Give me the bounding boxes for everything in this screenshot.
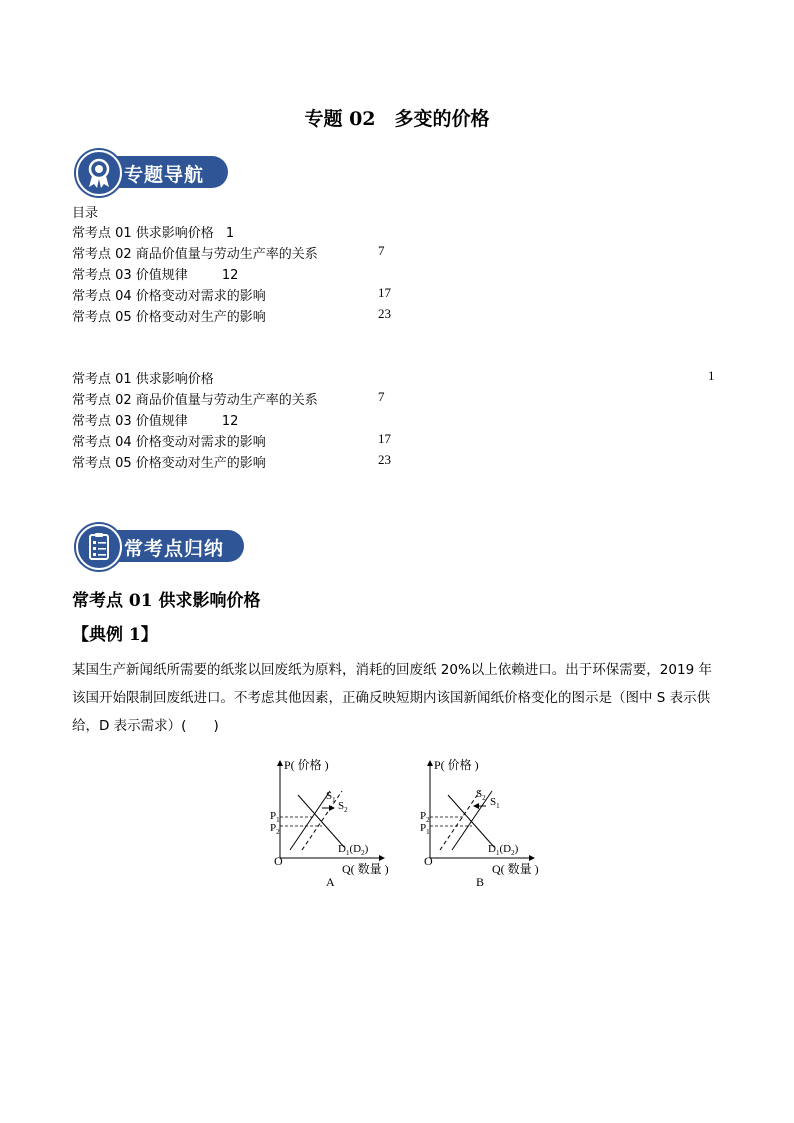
toc-entry-label: 常考点 03 价值规律 (72, 414, 188, 429)
checklist-icon (76, 524, 122, 570)
supply-curve-s1 (290, 791, 330, 850)
toc-entry-page: 17 (378, 285, 391, 300)
y-axis-label: P( 价格 ) (284, 758, 329, 772)
demand-curve (448, 795, 494, 847)
toc-entry[interactable] (72, 431, 391, 452)
toc-entry[interactable] (72, 368, 722, 389)
toc-heading: 目录 (72, 206, 99, 221)
demand-label: $D_1(D_2)$ (488, 843, 519, 857)
toc-entry-page: 7 (378, 243, 385, 258)
s2-label: $S_2$ (476, 788, 486, 802)
toc-entry-label: 常考点 01 供求影响价格 (72, 372, 214, 387)
topic-navigation-banner (76, 150, 228, 194)
banner-label: 常考点归纳 (124, 538, 225, 560)
toc-entry-page: 23 (378, 306, 391, 321)
p-top-label: $P_2$ (420, 810, 430, 824)
toc-entry-label: 常考点 04 价格变动对需求的影响 (72, 435, 266, 450)
supply-curve-s2 (302, 791, 342, 850)
toc-entry-label: 常考点 03 价值规律 (72, 268, 188, 283)
s1-label: $S_1$ (326, 790, 336, 804)
question-text: 某国生产新闻纸所需要的纸浆以回废纸为原料，消耗的回废纸 20%以上依赖进口。出于环保需要，2019 年该国开始限制回废纸进口。不考虑其他因素，正确反映短期内该国新闻纸价格变化的图示是（图中 S 表示供给，D 表示需求）( ) (72, 662, 712, 734)
supply-curve-s1 (452, 791, 492, 850)
toc-entry-page: 1 (225, 226, 235, 241)
toc-entry[interactable] (72, 285, 391, 306)
key-points-banner (76, 524, 246, 568)
p-bottom-label: $P_1$ (420, 822, 430, 836)
graph-a[interactable] (262, 755, 402, 890)
section-heading: 常考点 01 供求影响价格 (72, 591, 261, 611)
toc-entry-page: 12 (221, 268, 239, 283)
toc-entry-page: 1 (708, 368, 715, 383)
toc-entry[interactable] (72, 389, 385, 410)
example-heading: 【典例 1】 (72, 625, 158, 645)
toc-entry-label: 常考点 05 价格变动对生产的影响 (72, 456, 266, 471)
toc-entry-page: 23 (378, 452, 391, 467)
toc-entry[interactable] (72, 452, 391, 473)
x-axis-label: Q( 数量 ) (492, 862, 539, 876)
page-title: 专题 02 多变的价格 (304, 108, 490, 130)
toc-entry-label: 常考点 02 商品价值量与劳动生产率的关系 (72, 393, 318, 408)
toc-entry-page: 7 (378, 389, 385, 404)
demand-label: $D_1(D_2)$ (338, 843, 369, 857)
toc-entry-label: 常考点 05 价格变动对生产的影响 (72, 310, 266, 325)
s1-label: $S_1$ (490, 796, 500, 810)
toc-entry[interactable] (72, 410, 238, 431)
toc-entry[interactable] (72, 243, 385, 264)
graph-b[interactable] (412, 755, 552, 890)
s2-label: $S_2$ (338, 800, 348, 814)
toc-entry-page: 17 (378, 431, 391, 446)
award-icon (76, 150, 122, 196)
x-axis-label: Q( 数量 ) (342, 862, 389, 876)
toc-entry[interactable] (72, 222, 234, 243)
toc-entry[interactable] (72, 264, 238, 285)
p-bottom-label: $P_2$ (270, 822, 280, 836)
supply-curve-s2 (440, 791, 480, 850)
toc-entry[interactable] (72, 306, 391, 327)
banner-label: 专题导航 (124, 164, 205, 186)
y-axis-label: P( 价格 ) (434, 758, 479, 772)
toc-entry-label: 常考点 02 商品价值量与劳动生产率的关系 (72, 247, 318, 262)
toc-entry-page: 12 (221, 414, 239, 429)
toc-entry-label: 常考点 04 价格变动对需求的影响 (72, 289, 266, 304)
origin-label: O (274, 854, 283, 868)
graph-caption: B (476, 875, 485, 889)
p-top-label: $P_1$ (270, 810, 280, 824)
graph-caption: A (326, 875, 335, 889)
toc-entry-label: 常考点 01 供求影响价格 (72, 226, 214, 241)
origin-label: O (424, 854, 433, 868)
